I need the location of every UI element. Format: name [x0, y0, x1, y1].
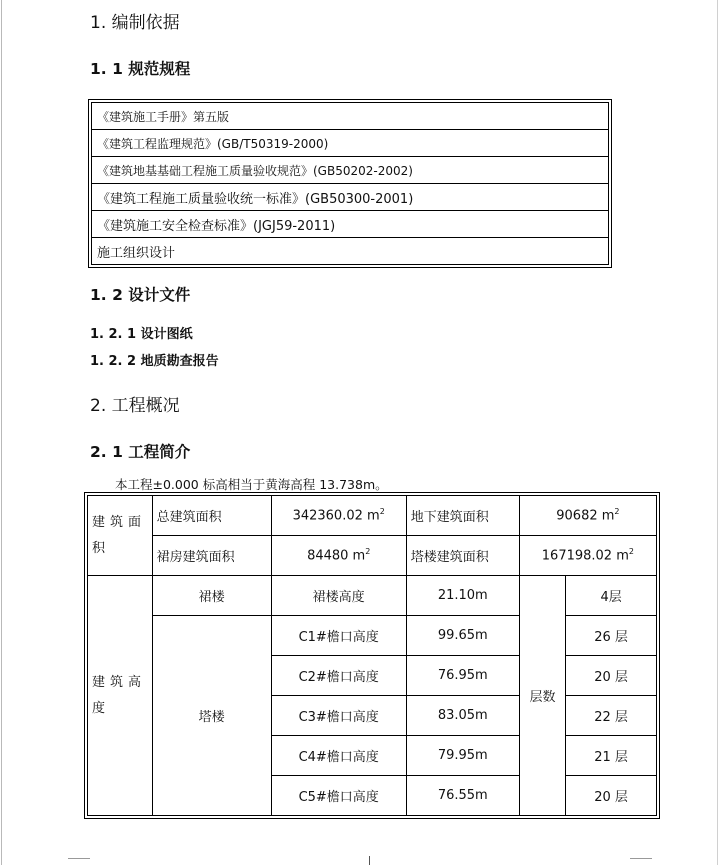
heading-compile-basis: 1. 编制依据 [90, 13, 180, 33]
heading-geology-report: 1. 2. 2 地质勘查报告 [90, 354, 219, 369]
reference-item: 《建筑地基基础工程施工质量验收规范》(GB50202-2002) [92, 157, 609, 184]
tower-height-label: C2#檐口高度 [271, 656, 406, 696]
podium-area-value: 84480 $m^2$ [271, 536, 406, 576]
tower-height-value: 83.05m [406, 696, 519, 736]
underground-area-value: 90682 $m^2$ [519, 496, 656, 536]
area-label: 建筑面积 [88, 496, 153, 576]
tower-height-label: C5#檐口高度 [271, 776, 406, 816]
tower-height-label: C1#檐口高度 [271, 616, 406, 656]
tower-height-value: 76.55m [406, 776, 519, 816]
heading-design-docs: 1. 2 设计文件 [90, 286, 191, 304]
tower-area-value: 167198.02 $m^2$ [519, 536, 656, 576]
heading-project-intro: 2. 1 工程简介 [90, 443, 191, 461]
tower-height-label: C4#檐口高度 [271, 736, 406, 776]
intro-paragraph: 本工程±0.000 标高相当于黄海高程 13.738m。 [115, 477, 388, 492]
tower-floors: 26 层 [566, 616, 657, 656]
page-footer-mark-left [68, 858, 90, 859]
underground-area-label: 地下建筑面积 [406, 496, 519, 536]
reference-table [88, 99, 612, 268]
page-footer-mark-right [630, 858, 652, 859]
heading-project-overview: 2. 工程概况 [90, 396, 180, 416]
reference-item: 《建筑工程监理规范》(GB/T50319-2000) [92, 130, 609, 157]
tower-height-label: C3#檐口高度 [271, 696, 406, 736]
tower-height-value: 76.95m [406, 656, 519, 696]
reference-item: 《建筑施工手册》第五版 [92, 103, 609, 130]
heading-specs: 1. 1 规范规程 [90, 60, 191, 78]
podium-area-label: 裙房建筑面积 [152, 536, 271, 576]
tower-label: 塔楼 [152, 616, 271, 816]
podium-height-label: 裙楼高度 [271, 576, 406, 616]
podium-floors: 4层 [566, 576, 657, 616]
tower-floors: 20 层 [566, 776, 657, 816]
tower-floors: 22 层 [566, 696, 657, 736]
podium-height-value: 21.10m [406, 576, 519, 616]
reference-item: 《建筑工程施工质量验收统一标准》(GB50300-2001) [92, 184, 609, 211]
reference-item: 施工组织设计 [92, 238, 609, 265]
page-edge-right [717, 0, 718, 865]
tower-floors: 20 层 [566, 656, 657, 696]
height-label: 建筑高度 [88, 576, 153, 816]
project-table [84, 492, 660, 819]
total-area-value: 342360.02 $m^2$ [271, 496, 406, 536]
tower-height-value: 99.65m [406, 616, 519, 656]
total-area-label: 总建筑面积 [152, 496, 271, 536]
page-edge-left [1, 0, 2, 865]
heading-design-drawings: 1. 2. 1 设计图纸 [90, 327, 193, 342]
tower-height-value: 79.95m [406, 736, 519, 776]
podium-label: 裙楼 [152, 576, 271, 616]
reference-item: 《建筑施工安全检查标准》(JGJ59-2011) [92, 211, 609, 238]
tower-floors: 21 层 [566, 736, 657, 776]
page-footer-mark-center [369, 856, 370, 865]
floors-label: 层数 [519, 576, 565, 816]
tower-area-label: 塔楼建筑面积 [406, 536, 519, 576]
